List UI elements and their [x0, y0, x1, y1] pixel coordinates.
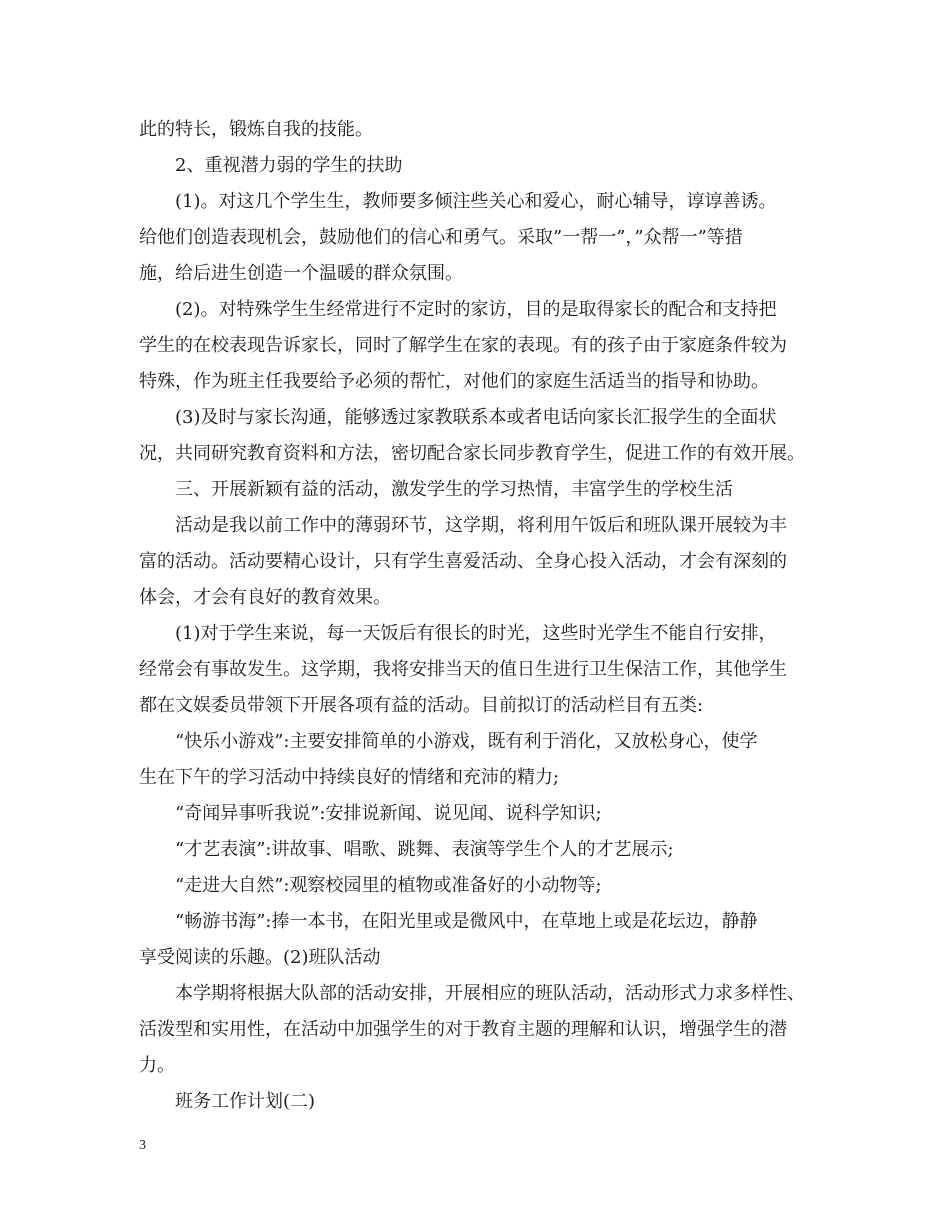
text-line: (2)。对特殊学生生经常进行不定时的家访，目的是取得家长的配合和支持把: [175, 299, 777, 320]
text-line: 本学期将根据大队部的活动安排，开展相应的班队活动，活动形式力求多样性、: [175, 983, 805, 1004]
text-line: “快乐小游戏”:主要安排简单的小游戏，既有利于消化，又放松身心，使学: [175, 731, 758, 752]
text-line: 活动是我以前工作中的薄弱环节，这学期，将利用午饭后和班队课开展较为丰: [175, 515, 787, 536]
text-line: 给他们创造表现机会，鼓励他们的信心和勇气。采取”一帮一”，”众帮一”等措: [139, 227, 743, 248]
text-line: “奇闻异事听我说”:安排说新闻、说见闻、说科学知识;: [175, 803, 602, 824]
text-line: “畅游书海”:捧一本书，在阳光里或是微风中，在草地上或是花坛边，静静: [175, 911, 758, 932]
text-line: 特殊，作为班主任我要给予必须的帮忙，对他们的家庭生活适当的指导和协助。: [139, 371, 769, 392]
text-line: 力。: [139, 1055, 175, 1076]
body-text: [139, 112, 829, 1120]
text-line: “才艺表演”:讲故事、唱歌、跳舞、表演等学生个人的才艺展示;: [175, 839, 674, 860]
page-number: 3: [139, 1138, 146, 1153]
text-line: 2、重视潜力弱的学生的扶助: [175, 155, 403, 176]
text-line: 班务工作计划(二): [175, 1091, 316, 1112]
text-line: 都在文娱委员带领下开展各项有益的活动。目前拟订的活动栏目有五类:: [139, 695, 704, 716]
text-line: 三、开展新颖有益的活动，激发学生的学习热情，丰富学生的学校生活: [175, 479, 733, 500]
text-line: 施，给后进生创造一个温暖的群众氛围。: [139, 263, 463, 284]
text-line: “走进大自然”:观察校园里的植物或准备好的小动物等;: [175, 875, 602, 896]
text-line: 享受阅读的乐趣。(2)班队活动: [139, 947, 381, 968]
text-line: 生在下午的学习活动中持续良好的情绪和充沛的精力;: [139, 767, 560, 788]
text-line: 学生的在校表现告诉家长，同时了解学生在家的表现。有的孩子由于家庭条件较为: [139, 335, 787, 356]
text-line: 富的活动。活动要精心设计，只有学生喜爱活动、全身心投入活动，才会有深刻的: [139, 551, 787, 572]
text-line: 此的特长，锻炼自我的技能。: [139, 119, 373, 140]
text-line: 体会，才会有良好的教育效果。: [139, 587, 391, 608]
text-line: (3)及时与家长沟通，能够透过家教联系本或者电话向家长汇报学生的全面状: [175, 407, 777, 428]
text-line: 活泼型和实用性，在活动中加强学生的对于教育主题的理解和认识，增强学生的潜: [139, 1019, 787, 1040]
text-line: (1)对于学生来说，每一天饭后有很长的时光，这些时光学生不能自行安排，: [175, 623, 777, 644]
text-line: (1)。对这几个学生生，教师要多倾注些关心和爱心，耐心辅导，谆谆善诱。: [175, 191, 777, 212]
text-line: 况，共同研究教育资料和方法，密切配合家长同步教育学生，促进工作的有效开展。: [139, 443, 805, 464]
text-line: 经常会有事故发生。这学期，我将安排当天的值日生进行卫生保洁工作，其他学生: [139, 659, 787, 680]
